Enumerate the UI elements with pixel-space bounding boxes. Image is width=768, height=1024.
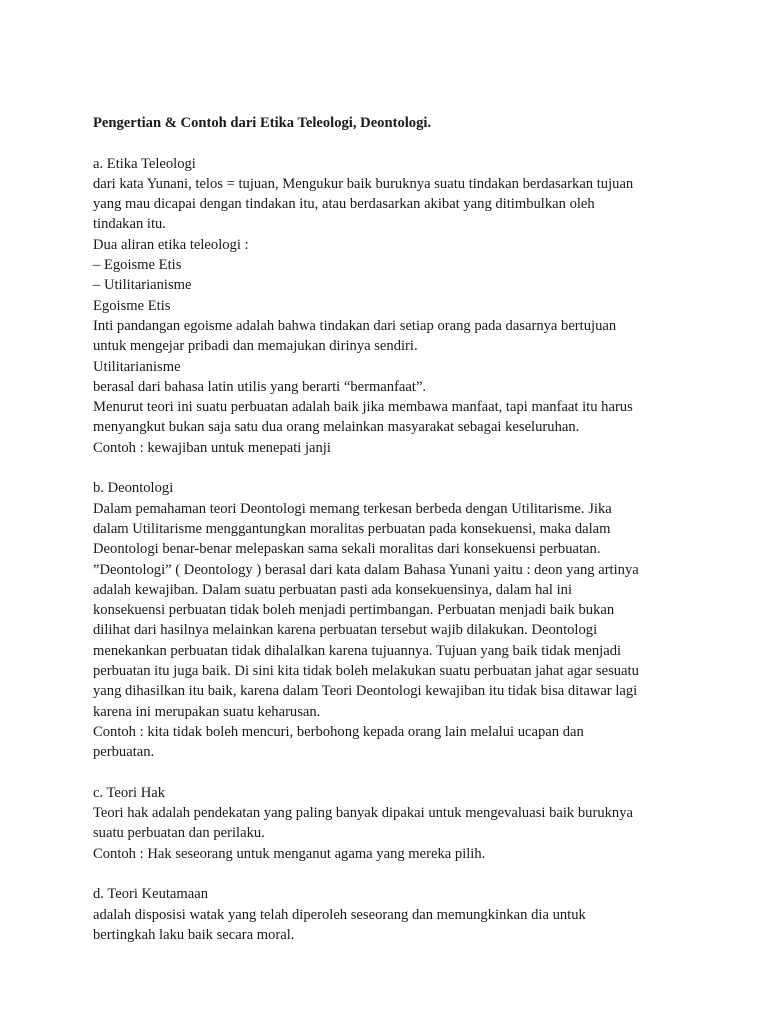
- text-line: Teori hak adalah pendekatan yang paling banyak dipakai untuk mengevaluasi baik buruknya: [93, 805, 633, 822]
- document-page: [93, 113, 703, 945]
- text-line: Contoh : Hak seseorang untuk menganut agama yang mereka pilih.: [93, 845, 486, 862]
- text-line: suatu perbuatan dan perilaku.: [93, 825, 265, 842]
- text-line: adalah disposisi watak yang telah diperoleh seseorang dan memungkinkan dia untuk: [93, 906, 586, 923]
- section-2: [93, 478, 703, 762]
- text-line: tindakan itu.: [93, 216, 166, 233]
- text-line: Dua aliran etika teleologi :: [93, 236, 249, 253]
- text-line: Inti pandangan egoisme adalah bahwa tindakan dari setiap orang pada dasarnya bertujuan: [93, 317, 617, 334]
- section-heading: a. Etika Teleologi: [93, 155, 196, 172]
- text-line: perbuatan itu juga baik. Di sini kita tidak boleh melakukan suatu perbuatan jahat agar sesuatu: [93, 663, 639, 680]
- text-line: Egoisme Etis: [93, 297, 171, 314]
- section-heading: c. Teori Hak: [93, 784, 166, 801]
- document-body: [93, 154, 703, 946]
- text-line: Contoh : kita tidak boleh mencuri, berbohong kepada orang lain melalui ucapan dan: [93, 723, 584, 740]
- text-line: Deontologi benar-benar melepaskan sama sekali moralitas dari konsekuensi perbuatan.: [93, 541, 601, 558]
- text-line: dalam Utilitarisme menggantungkan moralitas perbuatan pada konsekuensi, maka dalam: [93, 520, 611, 537]
- text-line: ”Deontologi” ( Deontology ) berasal dari kata dalam Bahasa Yunani yaitu : deon yang artinya: [93, 561, 639, 578]
- text-line: berasal dari bahasa latin utilis yang berarti “bermanfaat”.: [93, 378, 427, 395]
- text-line: bertingkah laku baik secara moral.: [93, 926, 295, 943]
- text-line: untuk mengejar pribadi dan memajukan dirinya sendiri.: [93, 338, 418, 355]
- text-line: perbuatan.: [93, 744, 155, 761]
- text-line: menekankan perbuatan tidak dihalalkan karena tujuannya. Tujuan yang baik tidak menjadi: [93, 642, 622, 659]
- text-line: Contoh : kewajiban untuk menepati janji: [93, 439, 331, 456]
- text-line: yang mau dicapai dengan tindakan itu, atau berdasarkan akibat yang ditimbulkan oleh: [93, 196, 595, 213]
- text-line: dari kata Yunani, telos = tujuan, Mengukur baik buruknya suatu tindakan berdasarkan tujuan: [93, 175, 634, 192]
- text-line: Utilitarianisme: [93, 358, 181, 375]
- text-line: – Utilitarianisme: [93, 277, 192, 294]
- section-1: [93, 154, 703, 458]
- section-3: [93, 783, 703, 864]
- text-line: adalah kewajiban. Dalam suatu perbuatan pasti ada konsekuensinya, dalam hal ini: [93, 581, 572, 598]
- text-line: konsekuensi perbuatan tidak boleh menjadi pertimbangan. Perbuatan menjadi baik bukan: [93, 602, 615, 619]
- document-title: Pengertian & Contoh dari Etika Teleologi, Deontologi.: [93, 115, 432, 131]
- section-heading: d. Teori Keutamaan: [93, 886, 209, 903]
- text-line: menyangkut bukan saja satu dua orang melainkan masyarakat sebagai keseluruhan.: [93, 419, 580, 436]
- section-4: [93, 884, 703, 945]
- text-line: karena ini merupakan suatu keharusan.: [93, 703, 321, 720]
- text-line: Dalam pemahaman teori Deontologi memang terkesan berbeda dengan Utilitarisme. Jika: [93, 500, 612, 517]
- text-line: Menurut teori ini suatu perbuatan adalah baik jika membawa manfaat, tapi manfaat itu harus: [93, 399, 633, 416]
- section-heading: b. Deontologi: [93, 480, 174, 497]
- text-line: – Egoisme Etis: [93, 257, 182, 274]
- text-line: dilihat dari hasilnya melainkan karena perbuatan tersebut wajib dilakukan. Deontologi: [93, 622, 598, 639]
- text-line: yang dihasilkan itu baik, karena dalam Teori Deontologi kewajiban itu tidak bisa ditawar lagi: [93, 683, 638, 700]
